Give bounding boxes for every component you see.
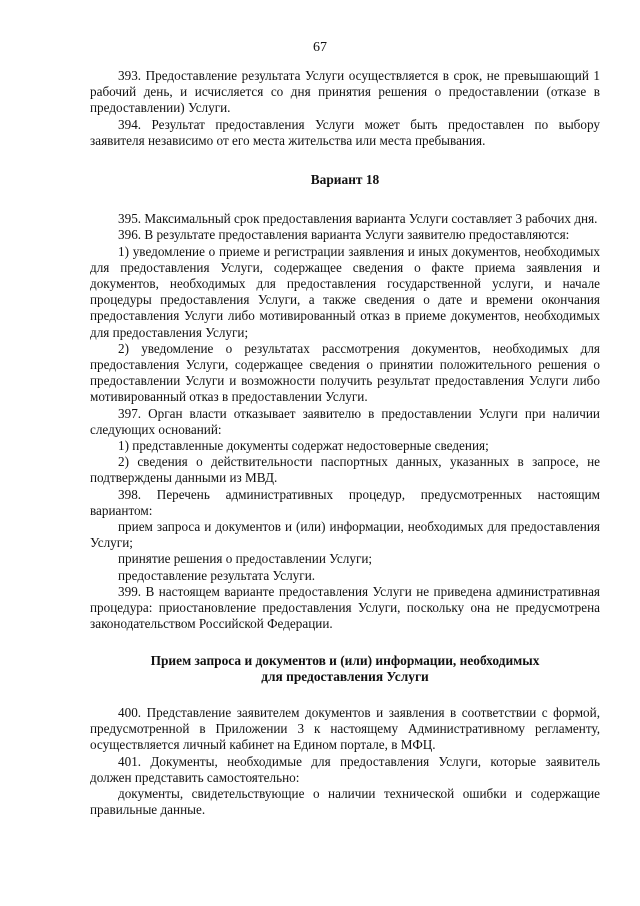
- page-number: 67: [313, 40, 327, 55]
- paragraph-398-item-2: принятие решения о предоставлении Услуги;: [118, 551, 373, 567]
- paragraph-397: 397. Орган власти отказывает заявителю в предоставлении Услуги при наличии следующих оснований:: [90, 405, 600, 437]
- paragraph-395: 395. Максимальный срок предоставления варианта Услуги составляет 3 рабочих дня.: [118, 211, 598, 227]
- paragraph-401: 401. Документы, необходимые для предоставления Услуги, которые заявитель должен представить самостоятельно:: [90, 753, 600, 785]
- paragraph-397-item-1: 1) представленные документы содержат недостоверные сведения;: [118, 438, 489, 454]
- paragraph-401-item-1: документы, свидетельствующие о наличии технической ошибки и содержащие правильные данные.: [90, 785, 600, 818]
- paragraph-400: 400. Представление заявителем документов и заявления в соответствии с формой, предусмотренной в Приложении 3 к настоящему Административному регламенту, осуществляется личный кабинет на Едином портале, в МФЦ.: [90, 704, 600, 753]
- document-body: [90, 68, 600, 818]
- paragraph-398-item-1: прием запроса и документов и (или) информации, необходимых для предоставления Услуги;: [90, 519, 600, 551]
- paragraph-394: 394. Результат предоставления Услуги может быть предоставлен по выбору заявителя независимо от его места жительства или места пребывания.: [90, 116, 600, 148]
- paragraph-399: 399. В настоящем варианте предоставления Услуги не приведена административная процедура: приостановление предоставления Услуги, поскольку она не предусмотрена законодательством Российской Федерации.: [90, 583, 600, 632]
- paragraph-393: 393. Предоставление результата Услуги осуществляется в срок, не превышающий 1 рабочий день, и исчисляется со дня принятия решения о предоставлении (отказе в предоставлении) Услуги.: [90, 68, 600, 116]
- paragraph-396: 396. В результате предоставления варианта Услуги заявителю предоставляются:: [118, 227, 570, 243]
- section-heading-request-line-2: для предоставления Услуги: [261, 668, 429, 684]
- paragraph-396-item-1: 1) уведомление о приеме и регистрации заявления и иных документов, необходимых для предоставления Услуги, содержащее сведения о факте приема заявления и документов, необходимых для предоставления государственной услуги, и начале процедуры предоставления Услуги, а также сведения о дате и времени окончания предоставления Услуги либо мотивированный отказ в приеме документов, необходимых для предоставления Услуги;: [90, 243, 600, 340]
- paragraph-397-item-2: 2) сведения о действительности паспортных данных, указанных в запросе, не подтверждены данными из МВД.: [90, 454, 600, 486]
- section-heading-request-line-1: Прием запроса и документов и (или) информации, необходимых: [150, 652, 540, 668]
- paragraph-398-item-3: предоставление результата Услуги.: [118, 567, 316, 583]
- paragraph-398: 398. Перечень административных процедур, предусмотренных настоящим вариантом:: [90, 486, 600, 518]
- section-heading-variant-18: Вариант 18: [310, 172, 380, 188]
- paragraph-396-item-2: 2) уведомление о результатах рассмотрения документов, необходимых для предоставления Услуги, содержащее сведения о принятии положительного решения о предоставлении Услуги и возможности получить результат предоставления Услуги либо мотивированный отказ в предоставлении Услуги.: [90, 340, 600, 405]
